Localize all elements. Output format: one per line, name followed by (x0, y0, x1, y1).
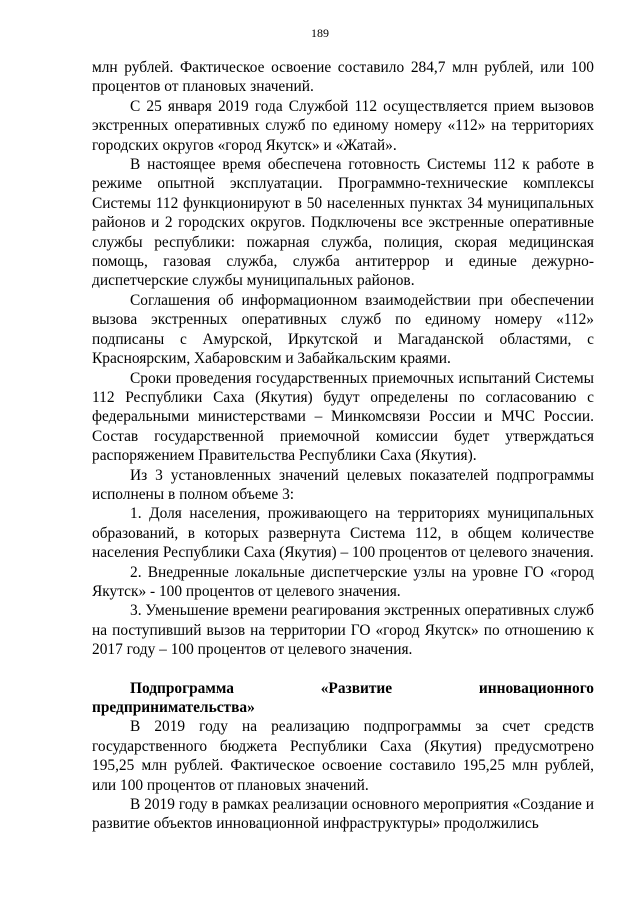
list-item: 1. Доля населения, проживающего на территориях муниципальных образований, в которых развернута Система 112, в общем количестве населения Республики Саха (Якутия) – 100 процентов от целевого значения. (92, 505, 594, 562)
list-item: 3. Уменьшение времени реагирования экстренных оперативных служб на поступивший вызов на территории ГО «город Якутск» по отношению к 2017 году – 100 процентов от целевого значения. (92, 602, 594, 659)
paragraph: В 2019 году в рамках реализации основного мероприятия «Создание и развитие объектов инновационной инфраструктуры» продолжились (92, 796, 594, 833)
page-number: 189 (311, 26, 329, 40)
paragraph: Соглашения об информационном взаимодействии при обеспечении вызова экстренных оперативных служб по единому номеру «112» подписаны с Амурской, Иркутской и Магаданской областями, с Красноярским, Хабаровским и Забайкальским краями. (92, 291, 594, 368)
paragraph: Сроки проведения государственных приемочных испытаний Системы 112 Республики Саха (Якутия) будут определены по согласованию с федеральными министерствами – Минкомсвязи России и МЧС России. Состав государственной приемочной комиссии будет утверждаться распоряжением Правительства Республики Саха (Якутия). (92, 369, 594, 465)
list-item: 2. Внедренные локальные диспетчерские узлы на уровне ГО «город Якутск» - 100 процентов от целевого значения. (92, 563, 594, 600)
paragraph: В настоящее время обеспечена готовность Системы 112 к работе в режиме опытной эксплуатации. Программно-технические комплексы Системы 112 функционируют в 50 населенных пунктах 34 муниципальных районов и 2 городских округов. Подключены все экстренные оперативные службы республики: пожарная служба, полиция, скорая медицинская помощь, газовая служба, служба антитеррор и единые дежурно-диспетчерские службы муниципальных районов. (92, 156, 594, 290)
paragraph: В 2019 году на реализацию подпрограммы за счет средств государственного бюджета Республики Саха (Якутия) предусмотрено 195,25 млн рублей. Фактическое освоение составило 195,25 млн рублей, или 100 процентов от плановых значений. (92, 718, 594, 794)
paragraph: млн рублей. Фактическое освоение составило 284,7 млн рублей, или 100 процентов от плановых значений. (92, 59, 594, 96)
document-body (92, 58, 594, 834)
section-heading: Подпрограмма «Развитие инновационного предпринимательства» (92, 679, 594, 716)
paragraph: С 25 января 2019 года Службой 112 осуществляется прием вызовов экстренных оперативных служб по единому номеру «112» на территориях городских округов «город Якутск» и «Жатай». (92, 97, 594, 154)
paragraph: Из 3 установленных значений целевых показателей подпрограммы исполнены в полном объеме 3: (92, 466, 594, 503)
